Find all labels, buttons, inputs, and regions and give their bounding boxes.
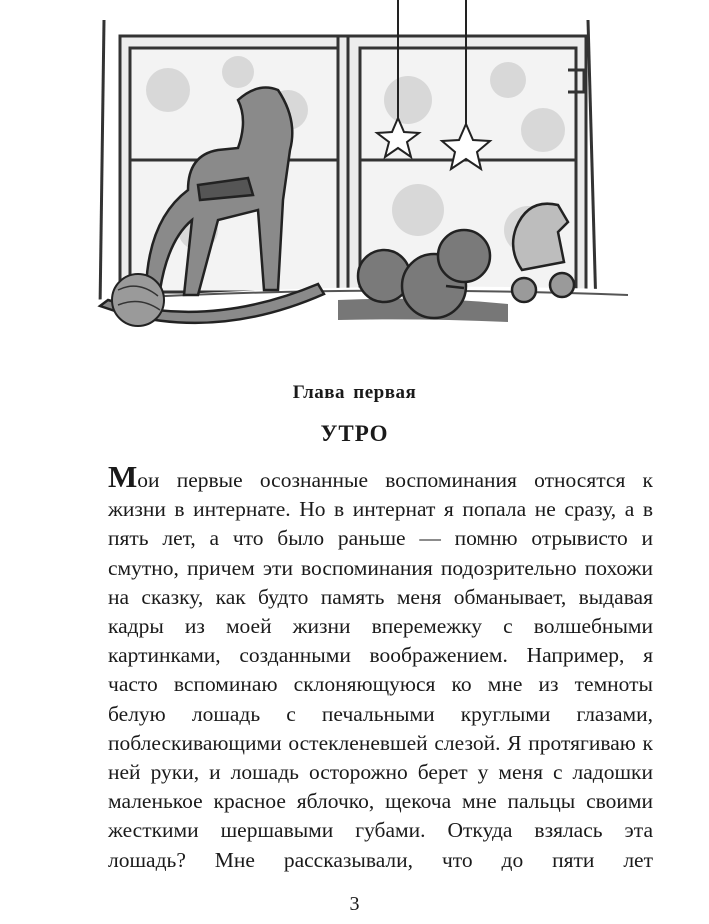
body-paragraph: ои первые осознанные воспоминания относятся к жизни в интернате. Но в интернат я попала не сразу, а в пять лет, а что было раньше — помню отрывисто и смутно, причем эти воспоминания подозрительно похожи на сказку, как будто память меня обманывает, выдавая кадры из моей жизни вперемежку с волшебными картинками, созданными воображением. Например, я часто вспоминаю склоняющуюся ко мне из темноты белую лошадь с печальными круглыми глазами, поблескивающими остекленевшей слезой. Я протягиваю к ней руки, и лошадь осторожно берет у меня с ладошки маленькое красное яблочко, щекоча мне пальцы своими жесткими шершавыми губами. Откуда взялась эта лошадь? Мне рассказывали, что до пяти лет: [108, 468, 653, 872]
chapter-illustration-window-toys: [88, 0, 638, 355]
page-number: 3: [349, 893, 360, 915]
drop-cap: М: [108, 459, 138, 494]
chapter-label: Глава первая: [292, 382, 417, 403]
chapter-title: УТРО: [320, 421, 389, 446]
chapter-body-text: [108, 459, 653, 875]
yarn-ball: [112, 274, 164, 326]
